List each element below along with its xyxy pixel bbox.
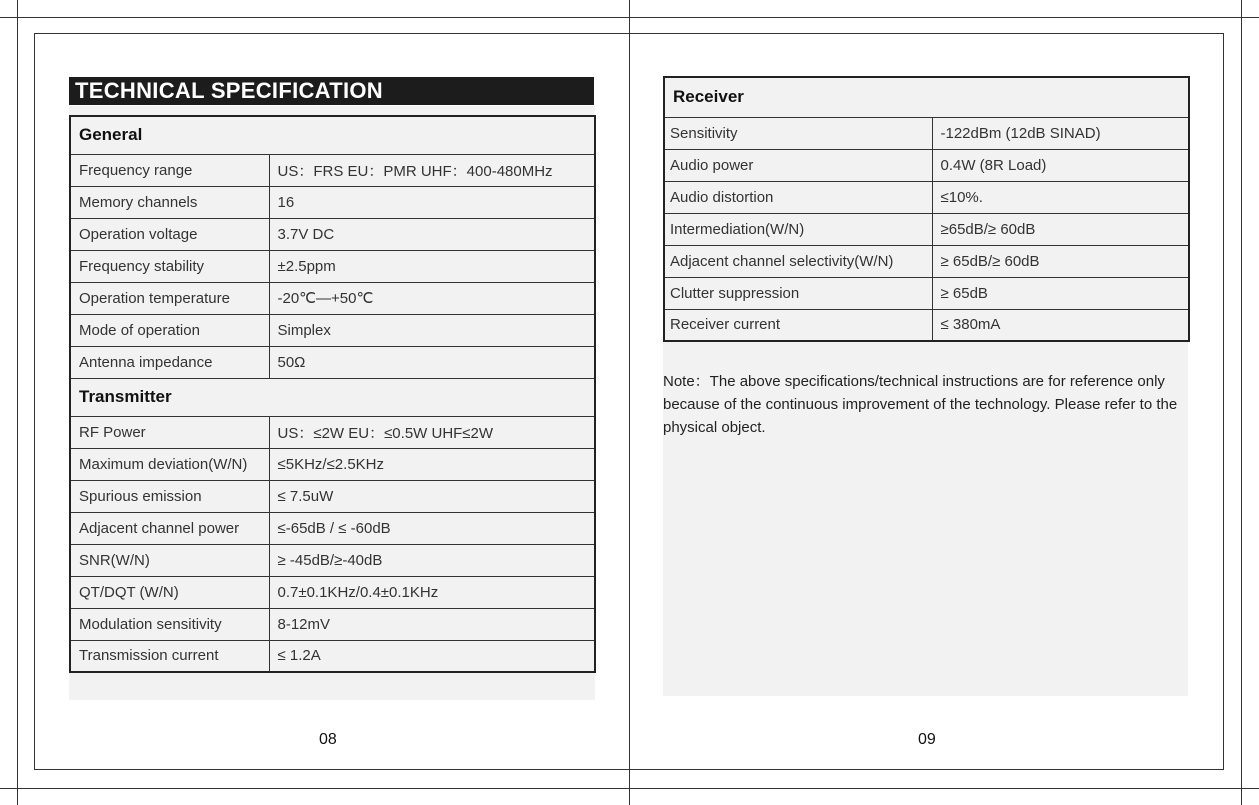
page-title: TECHNICAL SPECIFICATION bbox=[69, 77, 594, 105]
table-row bbox=[70, 576, 595, 608]
spec-value: ≤ 380mA bbox=[932, 309, 1189, 341]
table-row bbox=[664, 277, 1189, 309]
spec-label: Clutter suppression bbox=[664, 277, 932, 309]
spec-label: Intermediation(W/N) bbox=[664, 213, 932, 245]
spec-label: SNR(W/N) bbox=[70, 544, 269, 576]
section-heading: Receiver bbox=[664, 77, 1189, 117]
table-row bbox=[70, 608, 595, 640]
crop-mark bbox=[17, 0, 18, 805]
spec-value: 8-12mV bbox=[269, 608, 595, 640]
spec-value: ≥ 65dB/≥ 60dB bbox=[932, 245, 1189, 277]
spec-label: Memory channels bbox=[70, 186, 269, 218]
table-row bbox=[70, 480, 595, 512]
spec-value: 3.7V DC bbox=[269, 218, 595, 250]
spec-label: Antenna impedance bbox=[70, 346, 269, 378]
spec-label: RF Power bbox=[70, 416, 269, 448]
table-row bbox=[70, 154, 595, 186]
section-header-transmitter bbox=[70, 378, 595, 416]
spec-label: Maximum deviation(W/N) bbox=[70, 448, 269, 480]
table-row bbox=[70, 314, 595, 346]
spec-value: US：≤2W EU：≤0.5W UHF≤2W bbox=[269, 416, 595, 448]
table-row bbox=[70, 544, 595, 576]
table-row bbox=[70, 250, 595, 282]
table-row bbox=[70, 640, 595, 672]
spec-value: US：FRS EU：PMR UHF：400-480MHz bbox=[269, 154, 595, 186]
table-row bbox=[70, 448, 595, 480]
spec-label: Transmission current bbox=[70, 640, 269, 672]
spec-label: Receiver current bbox=[664, 309, 932, 341]
table-row bbox=[70, 512, 595, 544]
table-row bbox=[70, 282, 595, 314]
spec-table-right bbox=[663, 76, 1190, 342]
spec-value: ≤10%. bbox=[932, 181, 1189, 213]
table-row bbox=[664, 149, 1189, 181]
page-number-right: 09 bbox=[918, 731, 936, 748]
table-row bbox=[664, 309, 1189, 341]
spec-value: ≤5KHz/≤2.5KHz bbox=[269, 448, 595, 480]
spec-value: 0.4W (8R Load) bbox=[932, 149, 1189, 181]
spec-value: ≤ 1.2A bbox=[269, 640, 595, 672]
crop-mark bbox=[1241, 0, 1242, 805]
spec-value: ≥ 65dB bbox=[932, 277, 1189, 309]
spec-value: ≤ 7.5uW bbox=[269, 480, 595, 512]
section-heading: Transmitter bbox=[70, 378, 595, 416]
spec-label: Modulation sensitivity bbox=[70, 608, 269, 640]
spec-value: 0.7±0.1KHz/0.4±0.1KHz bbox=[269, 576, 595, 608]
spec-value: ≥65dB/≥ 60dB bbox=[932, 213, 1189, 245]
spec-value: ≥ -45dB/≥-40dB bbox=[269, 544, 595, 576]
spec-value: Simplex bbox=[269, 314, 595, 346]
spec-label: Audio distortion bbox=[664, 181, 932, 213]
spec-label: Adjacent channel selectivity(W/N) bbox=[664, 245, 932, 277]
table-row bbox=[664, 181, 1189, 213]
spec-value: ≤-65dB / ≤ -60dB bbox=[269, 512, 595, 544]
spec-value: 16 bbox=[269, 186, 595, 218]
spec-value: 50Ω bbox=[269, 346, 595, 378]
spec-label: Adjacent channel power bbox=[70, 512, 269, 544]
section-heading: General bbox=[70, 116, 595, 154]
table-row bbox=[664, 213, 1189, 245]
table-row bbox=[664, 245, 1189, 277]
section-header-receiver bbox=[664, 77, 1189, 117]
spec-value: -20℃—+50℃ bbox=[269, 282, 595, 314]
note-text: Note：The above specifications/technical instructions are for reference only because of the continuous improvement of the technology. Please refer to the physical object. bbox=[663, 373, 1178, 436]
table-row bbox=[70, 346, 595, 378]
spec-label: Operation voltage bbox=[70, 218, 269, 250]
spec-label: Mode of operation bbox=[70, 314, 269, 346]
page-spine bbox=[629, 0, 630, 805]
spec-label: Spurious emission bbox=[70, 480, 269, 512]
spec-value: ±2.5ppm bbox=[269, 250, 595, 282]
spec-value: -122dBm (12dB SINAD) bbox=[932, 117, 1189, 149]
table-row bbox=[70, 218, 595, 250]
table-row bbox=[664, 117, 1189, 149]
spec-label: Operation temperature bbox=[70, 282, 269, 314]
spec-label: Audio power bbox=[664, 149, 932, 181]
spec-table-left bbox=[69, 115, 596, 673]
spec-label: Sensitivity bbox=[664, 117, 932, 149]
spec-label: Frequency range bbox=[70, 154, 269, 186]
spec-label: QT/DQT (W/N) bbox=[70, 576, 269, 608]
section-header-general bbox=[70, 116, 595, 154]
table-row bbox=[70, 416, 595, 448]
page-number-left: 08 bbox=[319, 731, 337, 748]
spec-label: Frequency stability bbox=[70, 250, 269, 282]
table-row bbox=[70, 186, 595, 218]
